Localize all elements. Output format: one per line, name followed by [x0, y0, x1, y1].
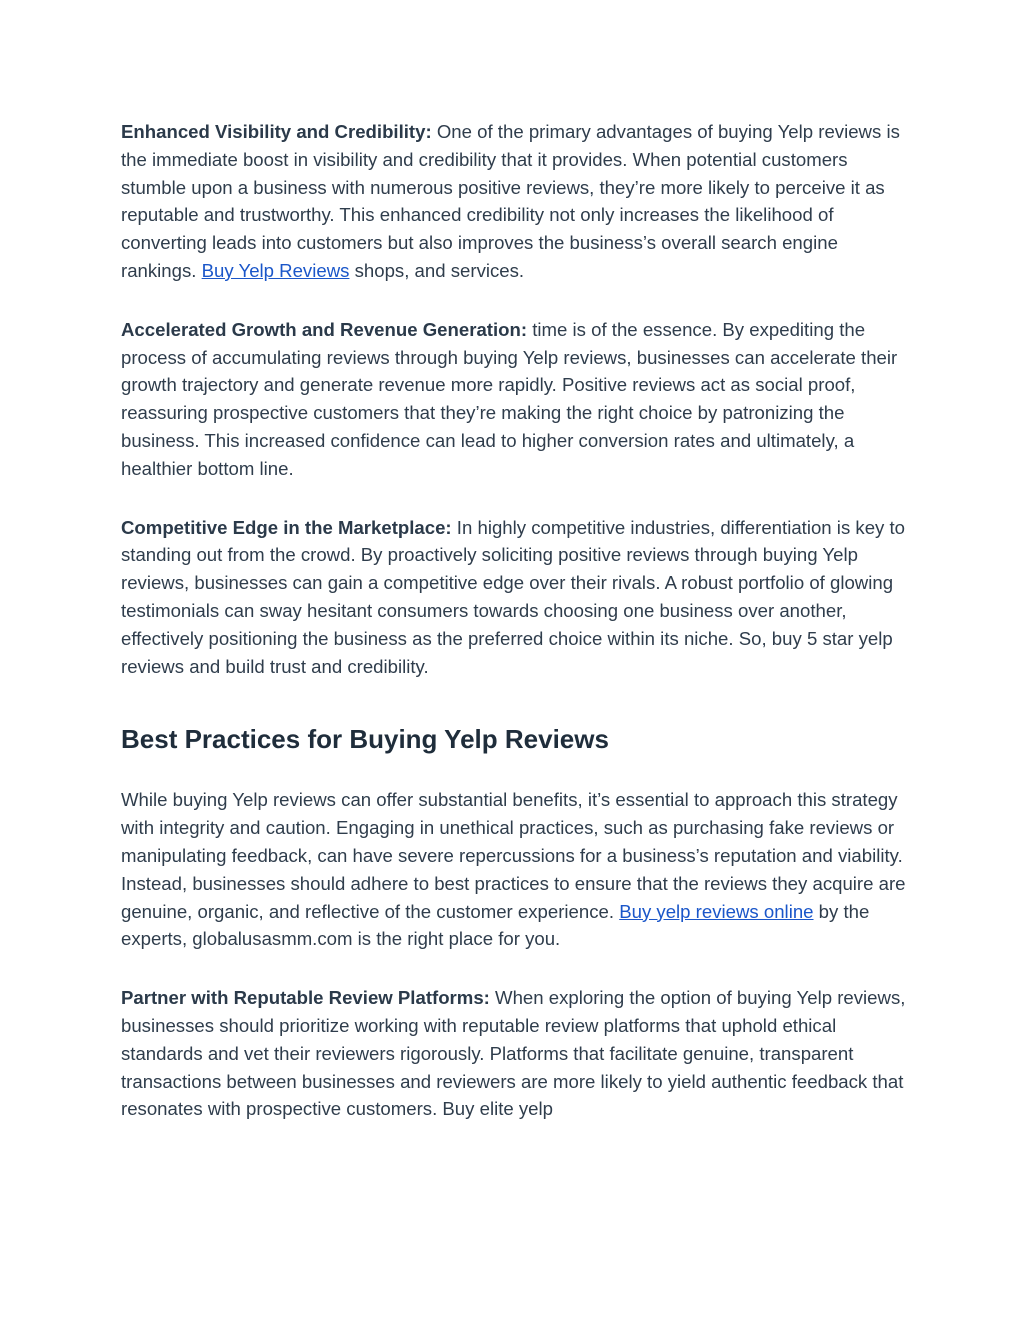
paragraph-lead: Competitive Edge in the Marketplace:	[121, 516, 452, 538]
paragraph-enhanced-visibility	[121, 118, 911, 285]
paragraph-accelerated-growth	[121, 316, 911, 483]
paragraph-text: One of the primary advantages of buying Yelp reviews is the immediate boost in visibility and credibility that it provides. When potential customers stumble upon a business with numerous positive reviews, they’re more likely to perceive it as reputable and trustworthy. This enhanced credibility not only increases the likelihood of converting leads into customers but also improves the business’s overall search engine rankings.	[121, 121, 900, 281]
paragraph-text: In highly competitive industries, differentiation is key to standing out from the crowd. By proactively soliciting positive reviews through buying Yelp reviews, businesses can gain a competitive edge over their rivals. A robust portfolio of glowing testimonials can sway hesitant consumers towards choosing one business over another, effectively positioning the business as the preferred choice within its niche. So, buy 5 star yelp reviews and build trust and credibility.	[121, 516, 906, 677]
paragraph-text-after: by the experts, globalusasmm.com is the right place for you.	[121, 900, 870, 950]
section-heading: Best Practices for Buying Yelp Reviews	[121, 724, 609, 755]
paragraph-lead: Accelerated Growth and Revenue Generation:	[121, 318, 528, 340]
paragraph-text: When exploring the option of buying Yelp reviews, businesses should prioritize working with reputable review platforms that uphold ethical standards and vet their reviewers rigorously. Platforms that facilitate genuine, transparent transactions between businesses and reviewers are more likely to yield authentic feedback that resonates with prospective customers. Buy elite yelp	[121, 987, 906, 1120]
paragraph-partner-platforms	[121, 984, 911, 1123]
paragraph-competitive-edge	[121, 514, 911, 681]
paragraph-text: While buying Yelp reviews can offer substantial benefits, it’s essential to approach this strategy with integrity and caution. Engaging in unethical practices, such as purchasing fake reviews or manipulating feedback, can have severe repercussions for a business’s reputation and viability. Instead, businesses should adhere to best practices to ensure that the reviews they acquire are genuine, organic, and reflective of the customer experience.	[121, 789, 906, 922]
document-page	[121, 118, 911, 1123]
paragraph-best-practices-intro	[121, 786, 911, 953]
buy-yelp-reviews-link[interactable]: Buy Yelp Reviews	[201, 259, 350, 281]
paragraph-lead: Partner with Reputable Review Platforms:	[121, 987, 490, 1009]
paragraph-text: time is of the essence. By expediting the process of accumulating reviews through buying Yelp reviews, businesses can accelerate their growth trajectory and generate revenue more rapidly. Positive reviews act as social proof, reassuring prospective customers that they’re making the right choice by patronizing the business. This increased confidence can lead to higher conversion rates and ultimately, a healthier bottom line.	[121, 318, 898, 479]
paragraph-text-after: shops, and services.	[349, 259, 525, 281]
buy-yelp-reviews-online-link[interactable]: Buy yelp reviews online	[619, 900, 814, 922]
paragraph-lead: Enhanced Visibility and Credibility:	[121, 121, 432, 142]
